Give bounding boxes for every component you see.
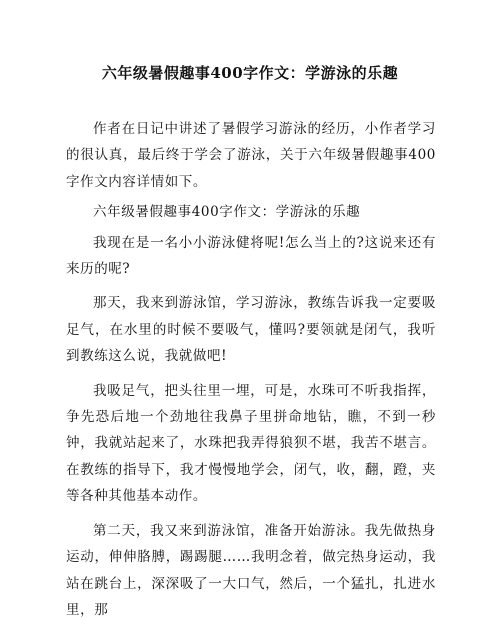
intro-paragraph: 作者在日记中讲述了暑假学习游泳的经历，小作者学习的很认真，最后终于学会了游泳，关于六年级暑假趣事400字作文内容详情如下。 [66,121,436,190]
document-title: 六年级暑假趣事400字作文：学游泳的乐趣 [101,64,399,82]
document-body [66,116,436,631]
body-paragraph-3: 我吸足气，把头往里一埋，可是，水珠可不听我指挥，争先恐后地一个劲地往我鼻子里拼命地钻，瞧，不到一秒钟，我就站起来了，水珠把我弄得狼狈不堪，我苦不堪言。在教练的指导下，我才慢慢地学会，闭气，收，翻，蹬，夹等各种其他基本动作。 [66,382,436,505]
body-paragraph-4: 第二天，我又来到游泳馆，准备开始游泳。我先做热身运动，伸伸胳膊，踢踢腿……我明念着，做完热身运动，我站在跳台上，深深吸了一大口气，然后，一个猛扎，扎进水里，那 [66,522,436,618]
body-paragraph-2: 那天，我来到游泳馆，学习游泳，教练告诉我一定要吸足气，在水里的时候不要吸气，懂吗?要领就是闭气，我听到教练这么说，我就做吧! [66,295,436,365]
body-paragraph-1: 我现在是一名小小游泳健将呢!怎么当上的?这说来还有来历的呢? [66,234,436,278]
subtitle-paragraph: 六年级暑假趣事400字作文：学游泳的乐趣 [93,204,361,221]
